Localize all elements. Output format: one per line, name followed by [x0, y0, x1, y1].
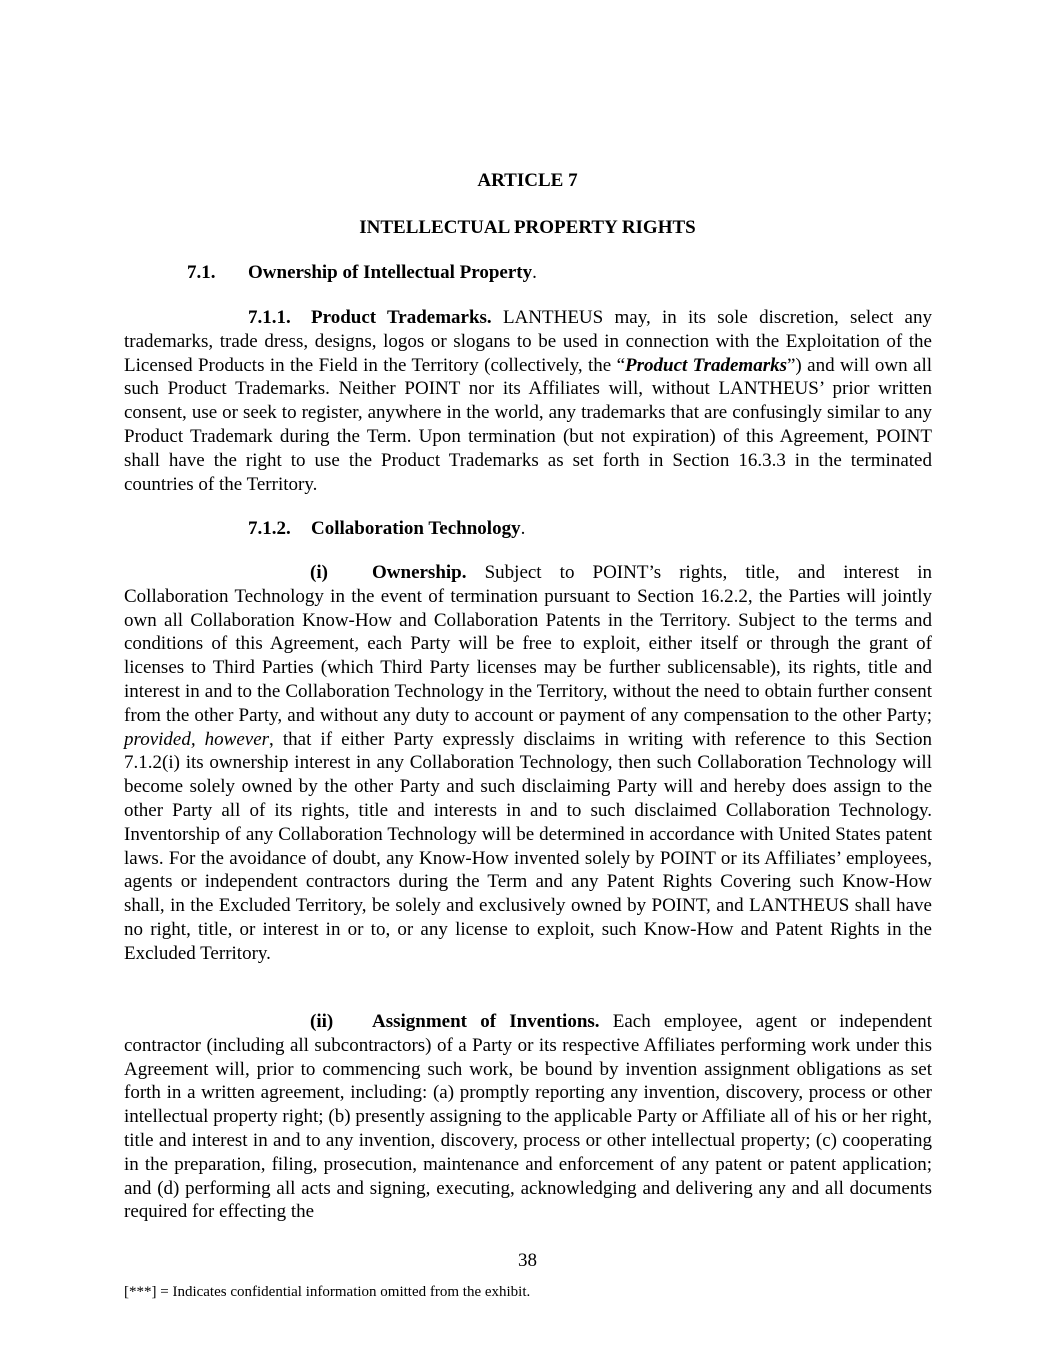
paragraph-number: (ii) — [310, 1011, 334, 1032]
paragraph-i — [124, 561, 932, 966]
section-number: 7.1.1. — [248, 307, 291, 328]
paragraph-number: (i) — [310, 562, 328, 583]
section-text-a: LANTHEUS may, in its sole discretion, select any trademarks, trade dress, designs, logos or slogans to be used in connection with the Exploitation of the Licensed Products in the Field in the Territory (collectively, the “ — [124, 307, 932, 376]
section-7-1-heading — [124, 261, 932, 285]
section-number: 7.1.2. — [248, 518, 291, 539]
section-number: 7.1. — [187, 262, 216, 283]
section-period: . — [520, 518, 526, 539]
section-7-1-1 — [124, 306, 932, 496]
defined-term: Product Trademarks — [625, 354, 787, 376]
section-title: Collaboration Technology — [311, 518, 521, 539]
paragraph-title: Assignment of Inventions. — [372, 1011, 600, 1032]
paragraph-title: Ownership. — [372, 562, 467, 583]
paragraph-proviso: provided, however — [124, 728, 270, 750]
section-period: . — [532, 262, 537, 283]
section-title: Product Trademarks. — [311, 307, 492, 328]
page-number: 38 — [518, 1250, 537, 1271]
section-7-1-2-heading — [124, 517, 932, 541]
section-text-b: ”) and will own all such Product Trademarks. Neither POINT nor its Affiliates will, without LANTHEUS’ prior written consent, use or seek to register, anywhere in the world, any trademarks that are confusingly similar to any Product Trademark during the Term. Upon termination (but not expiration) of this Agreement, POINT shall have the right to use the Product Trademarks as set forth in Section 16.3.3 in the terminated countries of the Territory. — [124, 354, 932, 495]
paragraph-text-a: Subject to POINT’s rights, title, and interest in Collaboration Technology in the event of termination pursuant to Section 16.2.2, the Parties will jointly own all Collaboration Know-How and Collaboration Patents in the Territory. Subject to the terms and conditions of this Agreement, each Party will be free to exploit, either itself or through the grant of licenses to Third Parties (which Third Party licenses may be further sublicensable), its rights, title and interest in and to the Collaboration Technology in the Territory, without the need to obtain further consent from the other Party, and without any duty to account or payment of any compensation to the other Party; — [124, 562, 933, 726]
confidentiality-note: [***] = Indicates confidential information omitted from the exhibit. — [124, 1284, 531, 1300]
article-number: ARTICLE 7 — [477, 170, 578, 191]
paragraph-text-b: , that if either Party expressly disclaims in writing with reference to this Section 7.1.2(i) its ownership interest in any Collaboration Technology, then such Collaboration Technology will become solely owned by the other Party and such disclaiming Party will and hereby does assign to the other Party all of its rights, title and interests in and to such disclaimed Collaboration Technology. Inventorship of any Collaboration Technology will be determined in accordance with United States patent laws. For the avoidance of doubt, any Know-How invented solely by POINT or its Affiliates’ employees, agents or independent contractors during the Term and any Patent Rights Covering such Know-How shall, in the Excluded Territory, be solely and exclusively owned by POINT, and LANTHEUS shall have no right, title, or interest in or to, or any license to exploit, such Know-How and Patent Rights in the Excluded Territory. — [124, 728, 933, 964]
section-title: Ownership of Intellectual Property — [248, 262, 533, 283]
paragraph-text: Each employee, agent or independent contractor (including all subcontractors) of a Party or its respective Affiliates performing work under this Agreement will, prior to commencing such work, be bound by invention assignment obligations as set forth in a written agreement, including: (a) promptly reporting any invention, discovery, process or other intellectual property right; (b) presently assigning to the applicable Party or Affiliate all of his or her right, title and interest in and to any invention, discovery, process or other intellectual property; (c) cooperating in the preparation, filing, prosecution, maintenance and enforcement of any patent or patent application; and (d) performing all acts and signing, executing, acknowledging and delivering any and all documents required for effecting the — [124, 1011, 932, 1223]
paragraph-ii — [124, 1010, 932, 1224]
article-title: INTELLECTUAL PROPERTY RIGHTS — [359, 217, 696, 238]
